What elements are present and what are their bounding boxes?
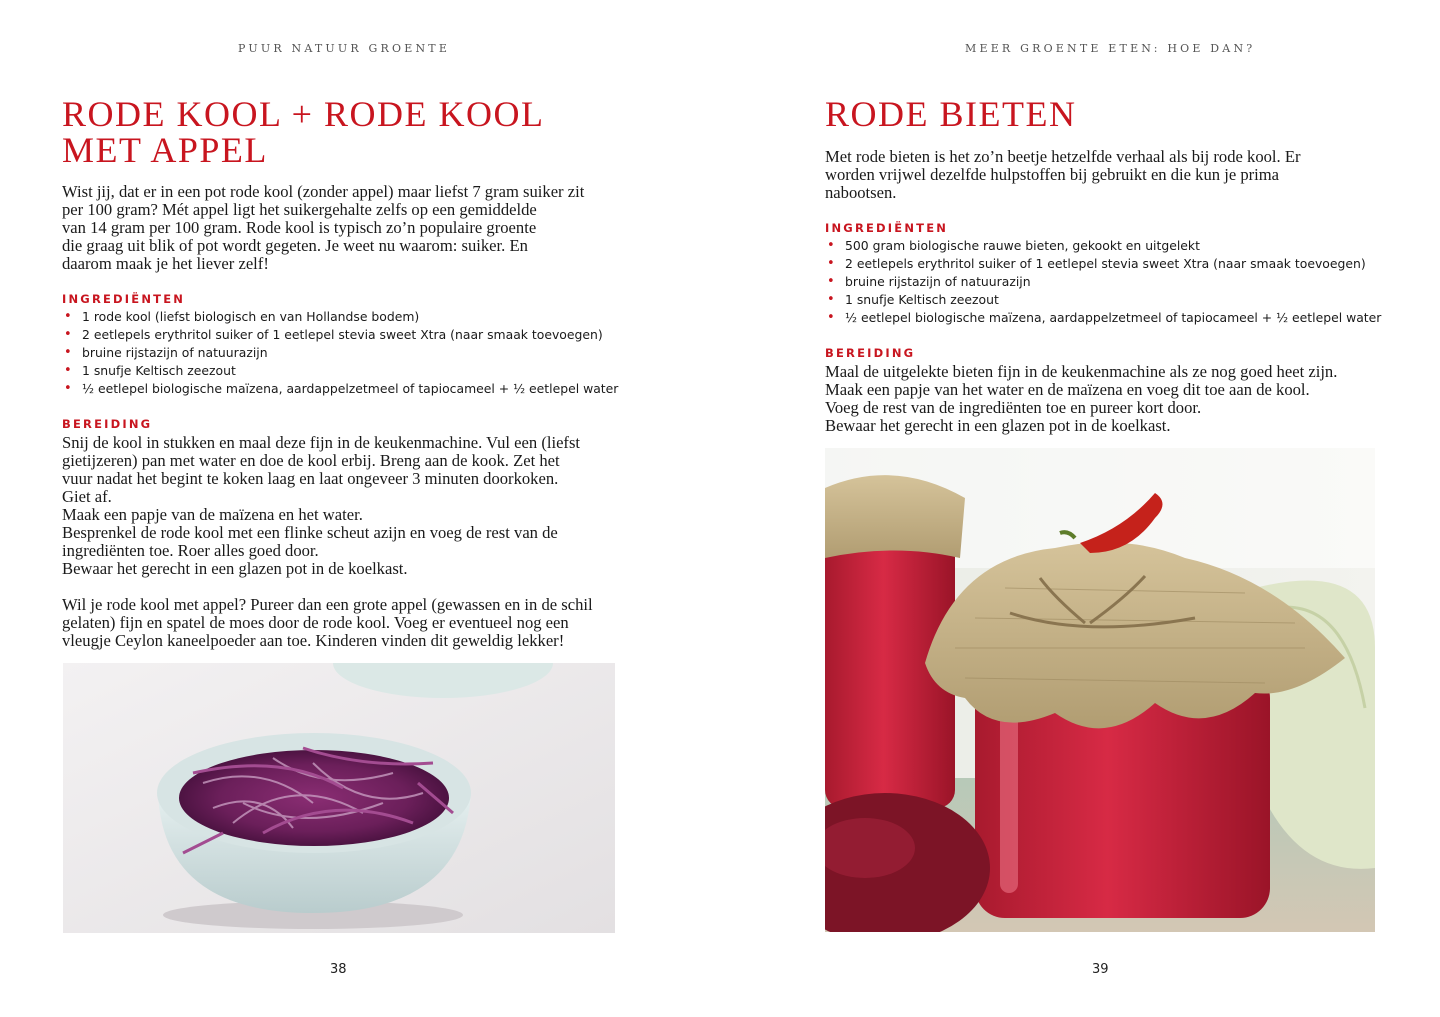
list-item: • 2 eetlepels erythritol suiker of 1 eetlepel stevia sweet Xtra (naar smaak toevoegen) — [827, 256, 1366, 271]
title-line: RODE KOOL + RODE KOOL — [62, 94, 545, 134]
text-line: die graag uit blik of pot wordt gegeten. Je weet nu waarom: suiker. En — [62, 236, 528, 255]
text-line: vleugje Ceylon kaneelpoeder aan toe. Kinderen vinden dit geweldig lekker! — [62, 631, 565, 650]
text-line: Wist jij, dat er in een pot rode kool (zonder appel) maar liefst 7 gram suiker zit — [62, 182, 585, 201]
list-item: • 2 eetlepels erythritol suiker of 1 eetlepel stevia sweet Xtra (naar smaak toevoegen) — [64, 327, 603, 342]
page-title — [62, 96, 622, 168]
running-head: MEER GROENTE ETEN: HOE DAN? — [965, 42, 1256, 55]
ingredients-list — [62, 308, 618, 398]
red-cabbage-bowl-image — [63, 663, 615, 933]
right-page — [720, 0, 1440, 1017]
bullet-icon: • — [64, 309, 72, 324]
text-line: gelaten) fijn en spatel de moes door de rode kool. Voeg er eventueel nog een — [62, 613, 569, 632]
page-number: 39 — [1092, 962, 1109, 977]
bullet-icon: • — [827, 310, 835, 325]
intro-paragraph — [825, 148, 1405, 202]
text-line: Giet af. — [62, 487, 112, 506]
preparation-heading: BEREIDING — [62, 417, 153, 431]
text-line: Maak een papje van het water en de maïzena en voeg dit toe aan de kool. — [825, 380, 1310, 399]
list-item: • 1 snufje Keltisch zeezout — [64, 363, 236, 378]
preparation-text — [62, 434, 642, 578]
ingredients-heading: INGREDIËNTEN — [62, 292, 186, 306]
text-line: nabootsen. — [825, 183, 897, 202]
bullet-icon: • — [64, 327, 72, 342]
text-line: ingrediënten toe. Roer alles goed door. — [62, 541, 319, 560]
beetroot-jars-photo — [825, 448, 1375, 932]
ingredients-heading: INGREDIËNTEN — [825, 221, 949, 235]
list-item: • ½ eetlepel biologische maïzena, aardappelzetmeel of tapiocameel + ½ eetlepel water — [64, 381, 619, 396]
text-line: Snij de kool in stukken en maal deze fijn in de keukenmachine. Vul een (liefst — [62, 433, 581, 452]
beetroot-jars-image — [825, 448, 1375, 932]
text-line: Wil je rode kool met appel? Pureer dan een grote appel (gewassen en in de schil — [62, 595, 593, 614]
running-head: PUUR NATUUR GROENTE — [238, 42, 451, 55]
text-line: Voeg de rest van de ingrediënten toe en pureer kort door. — [825, 398, 1202, 417]
bullet-icon: • — [827, 238, 835, 253]
bullet-icon: • — [827, 256, 835, 271]
list-item: • ½ eetlepel biologische maïzena, aardappelzetmeel of tapiocameel + ½ eetlepel water — [827, 310, 1382, 325]
ingredients-list — [825, 237, 1381, 327]
list-item: • 1 rode kool (liefst biologisch en van Hollandse bodem) — [64, 309, 420, 324]
list-item: • 1 snufje Keltisch zeezout — [827, 292, 999, 307]
bullet-icon: • — [64, 381, 72, 396]
extra-paragraph — [62, 596, 642, 650]
text-line: worden vrijwel dezelfde hulpstoffen bij gebruikt en die kun je prima — [825, 165, 1280, 184]
text-line: per 100 gram? Mét appel ligt het suikergehalte zelfs op een gemiddelde — [62, 200, 537, 219]
page-title: RODE BIETEN — [825, 94, 1077, 134]
text-line: vuur nadat het begint te koken laag en laat ongeveer 3 minuten doorkoken. — [62, 469, 559, 488]
bullet-icon: • — [827, 292, 835, 307]
bullet-icon: • — [827, 274, 835, 289]
preparation-text — [825, 363, 1405, 435]
bullet-icon: • — [64, 363, 72, 378]
text-line: Besprenkel de rode kool met een flinke scheut azijn en voeg de rest van de — [62, 523, 558, 542]
text-line: Bewaar het gerecht in een glazen pot in de koelkast. — [825, 416, 1171, 435]
title-line: MET APPEL — [62, 130, 268, 170]
list-item: • bruine rijstazijn of natuurazijn — [827, 274, 1031, 289]
text-line: van 14 gram per 100 gram. Rode kool is typisch zo’n populaire groente — [62, 218, 537, 237]
text-line: Bewaar het gerecht in een glazen pot in de koelkast. — [62, 559, 408, 578]
text-line: Met rode bieten is het zo’n beetje hetzelfde verhaal als bij rode kool. Er — [825, 147, 1301, 166]
text-line: daarom maak je het liever zelf! — [62, 254, 269, 273]
list-item: • bruine rijstazijn of natuurazijn — [64, 345, 268, 360]
preparation-heading: BEREIDING — [825, 346, 916, 360]
page-number: 38 — [330, 962, 347, 977]
red-cabbage-photo — [63, 663, 615, 933]
bullet-icon: • — [64, 345, 72, 360]
text-line: Maak een papje van de maïzena en het water. — [62, 505, 363, 524]
intro-paragraph — [62, 183, 642, 273]
list-item: • 500 gram biologische rauwe bieten, gekookt en uitgelekt — [827, 238, 1200, 253]
text-line: Maal de uitgelekte bieten fijn in de keukenmachine als ze nog goed heet zijn. — [825, 362, 1338, 381]
text-line: gietijzeren) pan met water en doe de kool erbij. Breng aan de kook. Zet het — [62, 451, 560, 470]
